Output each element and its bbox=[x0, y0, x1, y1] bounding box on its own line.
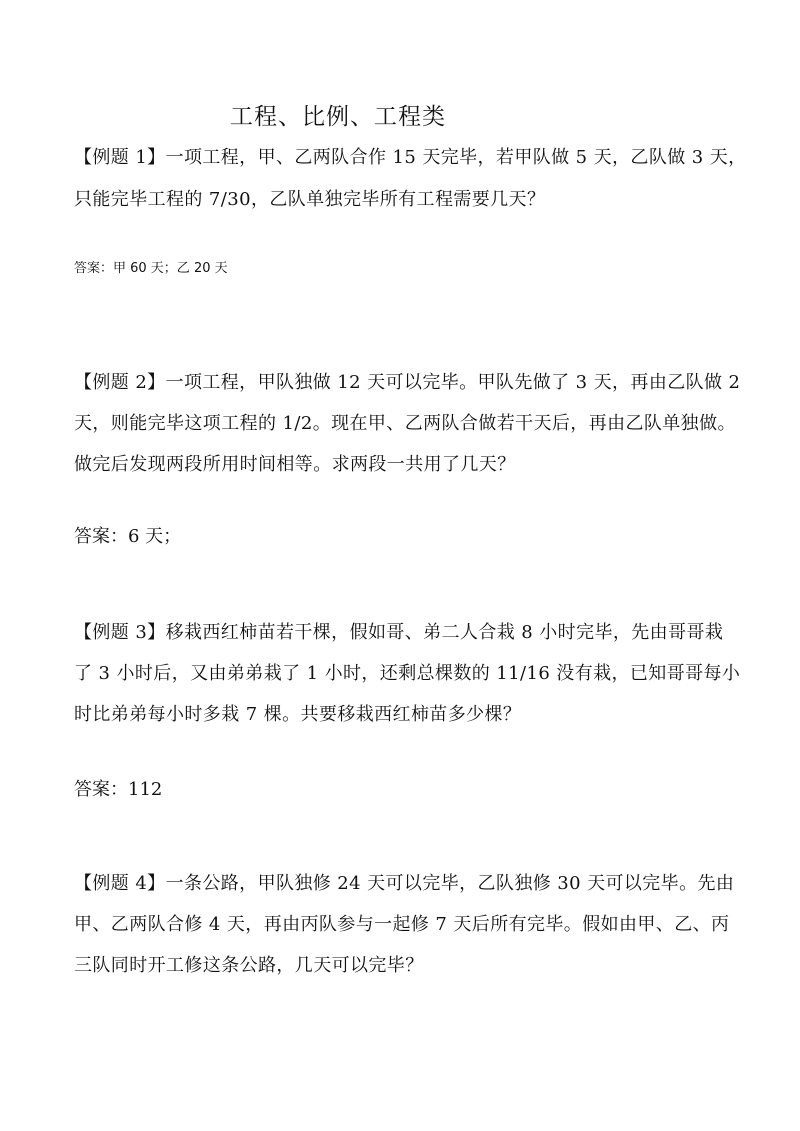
problem-1-line-1: 【例题 1】一项工程，甲、乙两队合作 15 天完毕，若甲队做 5 天，乙队做 3 天， bbox=[74, 147, 747, 168]
problem-3-answer: 答案：112 bbox=[74, 779, 163, 800]
problem-4-line-3: 三队同时开工修这条公路，几天可以完毕？ bbox=[74, 955, 424, 976]
problem-4-line-1: 【例题 4】一条公路，甲队独修 24 天可以完毕，乙队独修 30 天可以完毕。先由 bbox=[74, 873, 735, 894]
page-title: 工程、比例、工程类 bbox=[230, 104, 446, 130]
problem-3-line-2: 了 3 小时后，又由弟弟栽了 1 小时，还剩总棵数的 11/16 没有栽，已知哥哥每小 bbox=[74, 663, 741, 684]
problem-3-line-1: 【例题 3】移栽西红柿苗若干棵，假如哥、弟二人合栽 8 小时完毕，先由哥哥栽 bbox=[74, 622, 724, 643]
problem-1-line-2: 只能完毕工程的 7/30，乙队单独完毕所有工程需要几天？ bbox=[74, 189, 546, 210]
problem-1-answer: 答案：甲 60 天；乙 20 天 bbox=[74, 261, 228, 276]
problem-2-line-1: 【例题 2】一项工程，甲队独做 12 天可以完毕。甲队先做了 3 天，再由乙队做 2 bbox=[74, 372, 741, 393]
problem-3-line-3: 时比弟弟每小时多栽 7 棵。共要移栽西红柿苗多少棵？ bbox=[74, 704, 522, 725]
problem-2-line-2: 天，则能完毕这项工程的 1/2。现在甲、乙两队合做若干天后，再由乙队单独做。 bbox=[74, 413, 736, 434]
problem-4-line-2: 甲、乙两队合修 4 天，再由丙队参与一起修 7 天后所有完毕。假如由甲、乙、丙 bbox=[74, 914, 730, 935]
problem-2-line-3: 做完后发现两段所用时间相等。求两段一共用了几天？ bbox=[74, 454, 516, 475]
problem-2-answer: 答案：6 天； bbox=[74, 526, 182, 547]
